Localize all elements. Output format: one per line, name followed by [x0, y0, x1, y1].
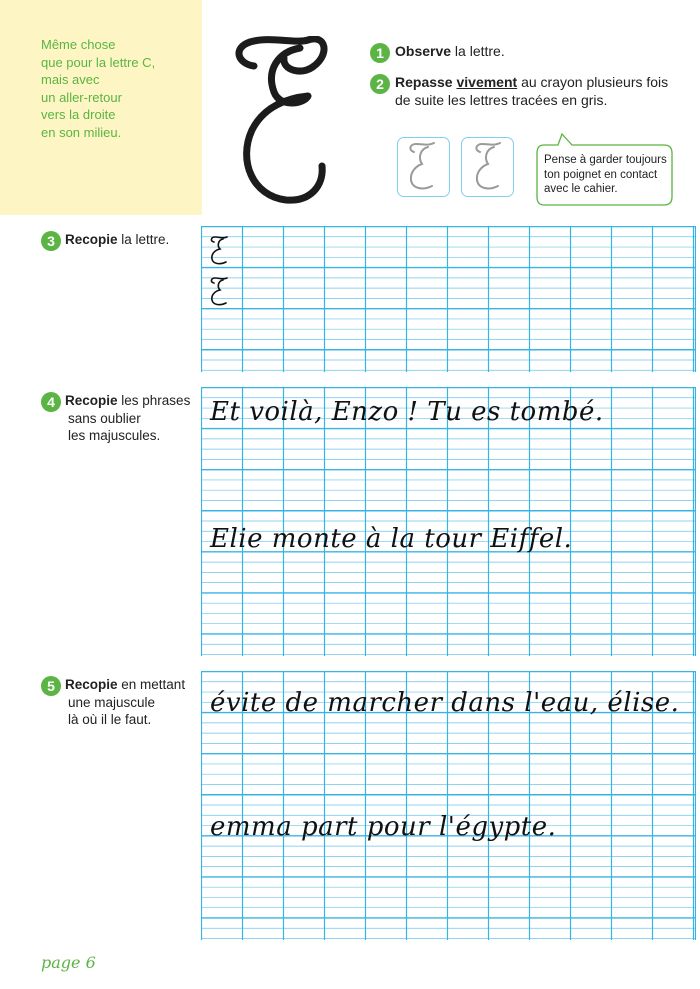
- model-letter-e: [226, 36, 336, 206]
- model-sentence: évite de marcher dans l'eau, élise.: [210, 688, 680, 718]
- hint-bubble: [536, 145, 672, 205]
- trace-letter-e: [462, 138, 512, 195]
- trace-box[interactable]: [461, 137, 514, 197]
- tip-line: un aller-retour: [41, 89, 122, 105]
- step-verb: Repasse: [395, 74, 453, 90]
- exercise-3-label: [41, 231, 169, 251]
- model-sentence: emma part pour l'égypte.: [210, 812, 557, 842]
- exercise-4-line: les majuscules.: [68, 428, 161, 443]
- step-text: la lettre.: [117, 232, 170, 247]
- model-sentence: Et voilà, Enzo ! Tu es tombé.: [210, 397, 604, 427]
- step-1: [370, 42, 505, 63]
- step-verb: Observe: [395, 43, 452, 59]
- step-text: au crayon plusieurs fois: [517, 74, 669, 90]
- writing-grid-4[interactable]: [201, 387, 696, 656]
- step-2-line2: de suite les lettres tracées en gris.: [395, 92, 608, 108]
- step-verb: Recopie: [65, 393, 118, 408]
- step-text: la lettre.: [451, 43, 505, 59]
- bubble-text: [544, 153, 672, 197]
- step-number: 5: [41, 676, 61, 696]
- tip-line: Même chose: [41, 37, 116, 52]
- exercise-5-line: là où il le faut.: [68, 712, 152, 727]
- step-text: en mettant: [117, 677, 186, 692]
- model-sentence: Elie monte à la tour Eiffel.: [210, 524, 573, 554]
- exercise-4-label: [41, 392, 190, 412]
- bubble-line: Pense à garder toujours: [544, 154, 667, 166]
- page-number: page 6: [41, 953, 96, 972]
- step-text: les phrases: [117, 393, 191, 408]
- step-emphasis: vivement: [456, 74, 518, 90]
- tip-line: mais avec: [41, 72, 100, 87]
- trace-box[interactable]: [397, 137, 450, 197]
- step-verb: Recopie: [65, 232, 118, 247]
- tip-box: [0, 0, 202, 215]
- tip-line: vers la droite: [41, 107, 116, 122]
- model-letters-e: [205, 236, 233, 306]
- step-number: 3: [41, 231, 61, 251]
- step-number: 4: [41, 392, 61, 412]
- writing-grid-3[interactable]: [201, 226, 696, 372]
- tip-line: que pour la lettre C,: [41, 54, 156, 70]
- exercise-5-label: [41, 676, 185, 696]
- bubble-line: avec le cahier.: [544, 183, 618, 195]
- tip-line: en son milieu.: [41, 124, 122, 140]
- step-number: 2: [370, 74, 390, 94]
- bubble-line: ton poignet en contact: [544, 168, 658, 181]
- step-number: 1: [370, 43, 390, 63]
- tip-text: [41, 36, 191, 141]
- step-verb: Recopie: [65, 677, 118, 692]
- exercise-5-line: une majuscule: [68, 695, 156, 710]
- trace-letter-e: [398, 138, 448, 195]
- exercise-4-line: sans oublier: [68, 411, 141, 426]
